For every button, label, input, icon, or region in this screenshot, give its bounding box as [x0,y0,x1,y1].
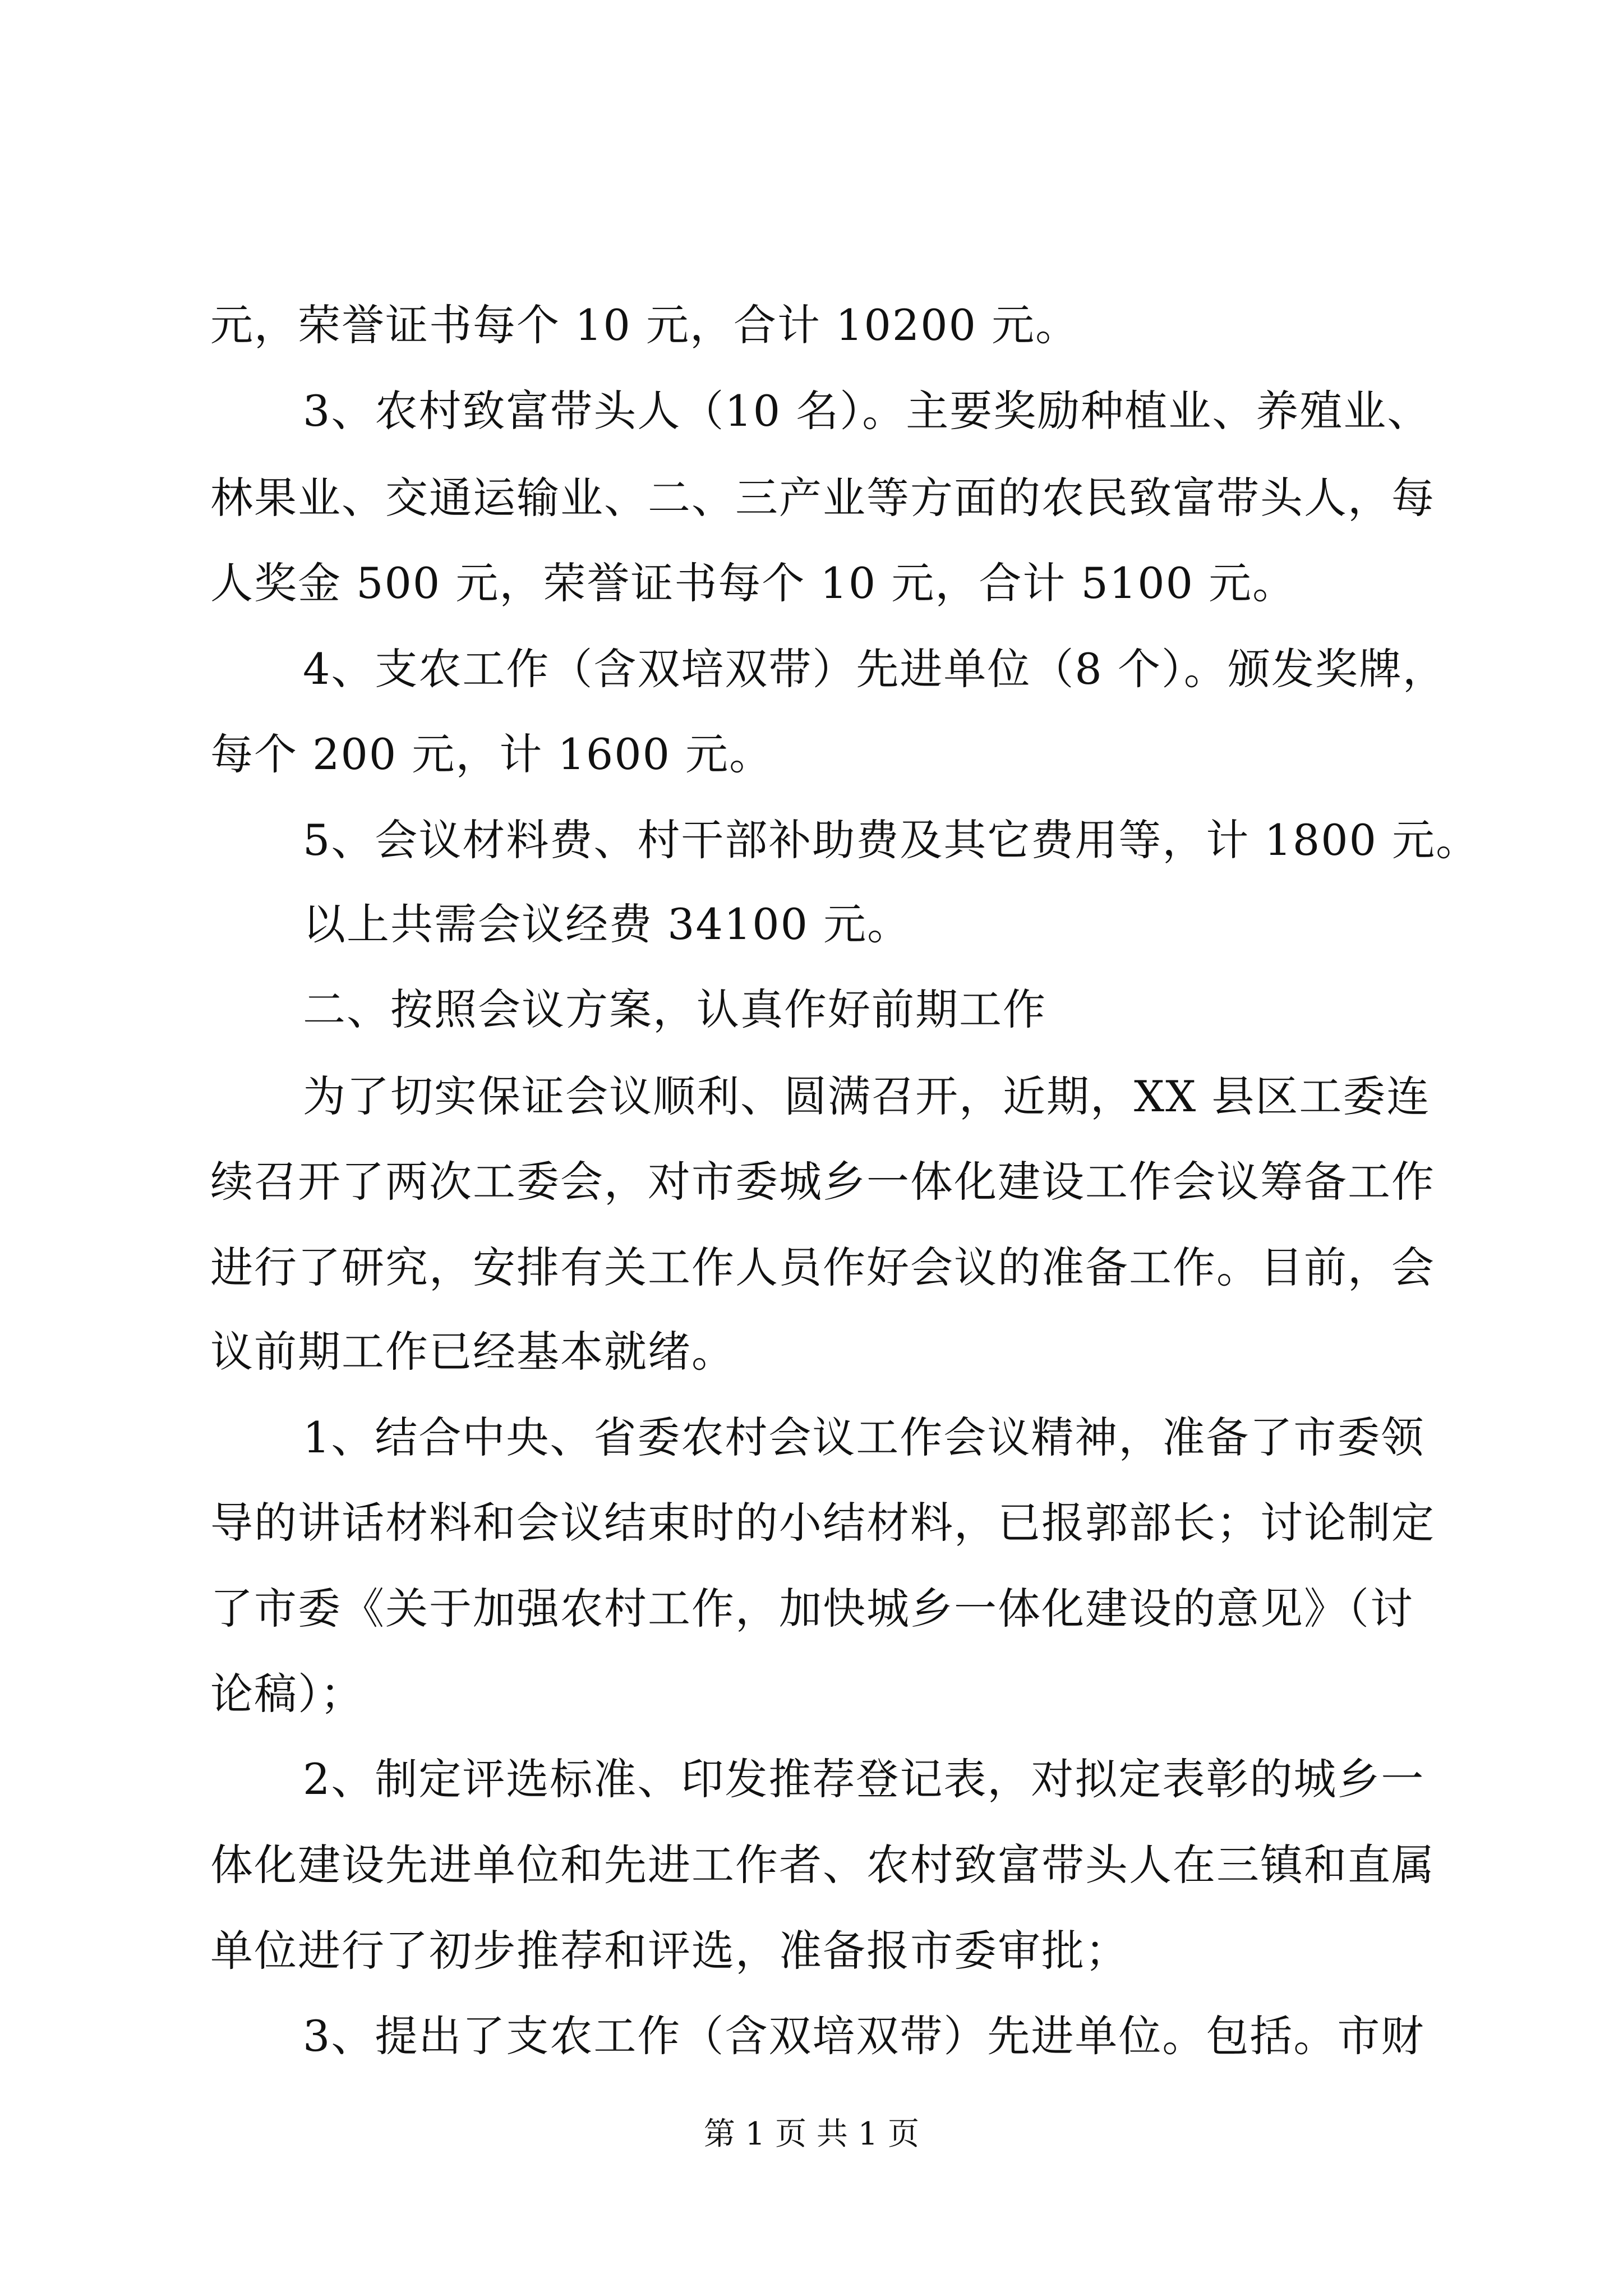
text-line: 4、支农工作（含双培双带）先进单位（8 个）。颁发奖牌， [303,644,1446,694]
text-line: 2、制定评选标准、印发推荐登记表，对拟定表彰的城乡一 [303,1754,1425,1804]
text-line: 为了切实保证会议顺利、圆满召开，近期，XX 县区工委连 [303,1071,1431,1121]
section-heading: 二、按照会议方案，认真作好前期工作 [303,984,1046,1034]
text-line: 体化建设先进单位和先进工作者、农村致富带头人在三镇和直属 [210,1840,1435,1890]
page-footer: 第 1 页 共 1 页 [703,2116,920,2152]
text-line: 议前期工作已经基本就绪。 [210,1327,735,1377]
text-line: 了市委《关于加强农村工作，加快城乡一体化建设的意见》（讨 [210,1584,1414,1634]
text-line: 林果业、交通运输业、二、三产业等方面的农民致富带头人，每 [210,473,1435,523]
text-line: 3、农村致富带头人（10 名）。主要奖励种植业、养殖业、 [303,386,1431,436]
text-line: 人奖金 500 元，荣誉证书每个 10 元，合计 5100 元。 [210,558,1297,608]
text-line: 元，荣誉证书每个 10 元，合计 10200 元。 [210,300,1080,350]
text-line: 5、会议材料费、村干部补助费及其它费用等，计 1800 元。 [303,815,1480,865]
text-line: 每个 200 元，计 1600 元。 [210,729,773,779]
text-line: 进行了研究，安排有关工作人员作好会议的准备工作。目前，会 [210,1243,1435,1292]
text-line: 论稿）； [210,1669,364,1719]
text-line: 1、结合中央、省委农村会议工作会议精神，准备了市委领 [303,1412,1425,1462]
text-line: 以上共需会议经费 34100 元。 [303,899,911,949]
text-line: 导的讲话材料和会议结束时的小结材料，已报郭部长；讨论制定 [210,1498,1435,1548]
text-line: 续召开了两次工委会，对市委城乡一体化建设工作会议筹备工作 [210,1157,1435,1207]
text-line: 3、提出了支农工作（含双培双带）先进单位。包括。市财 [303,2011,1425,2061]
text-line: 单位进行了初步推荐和评选，准备报市委审批； [210,1926,1129,1976]
